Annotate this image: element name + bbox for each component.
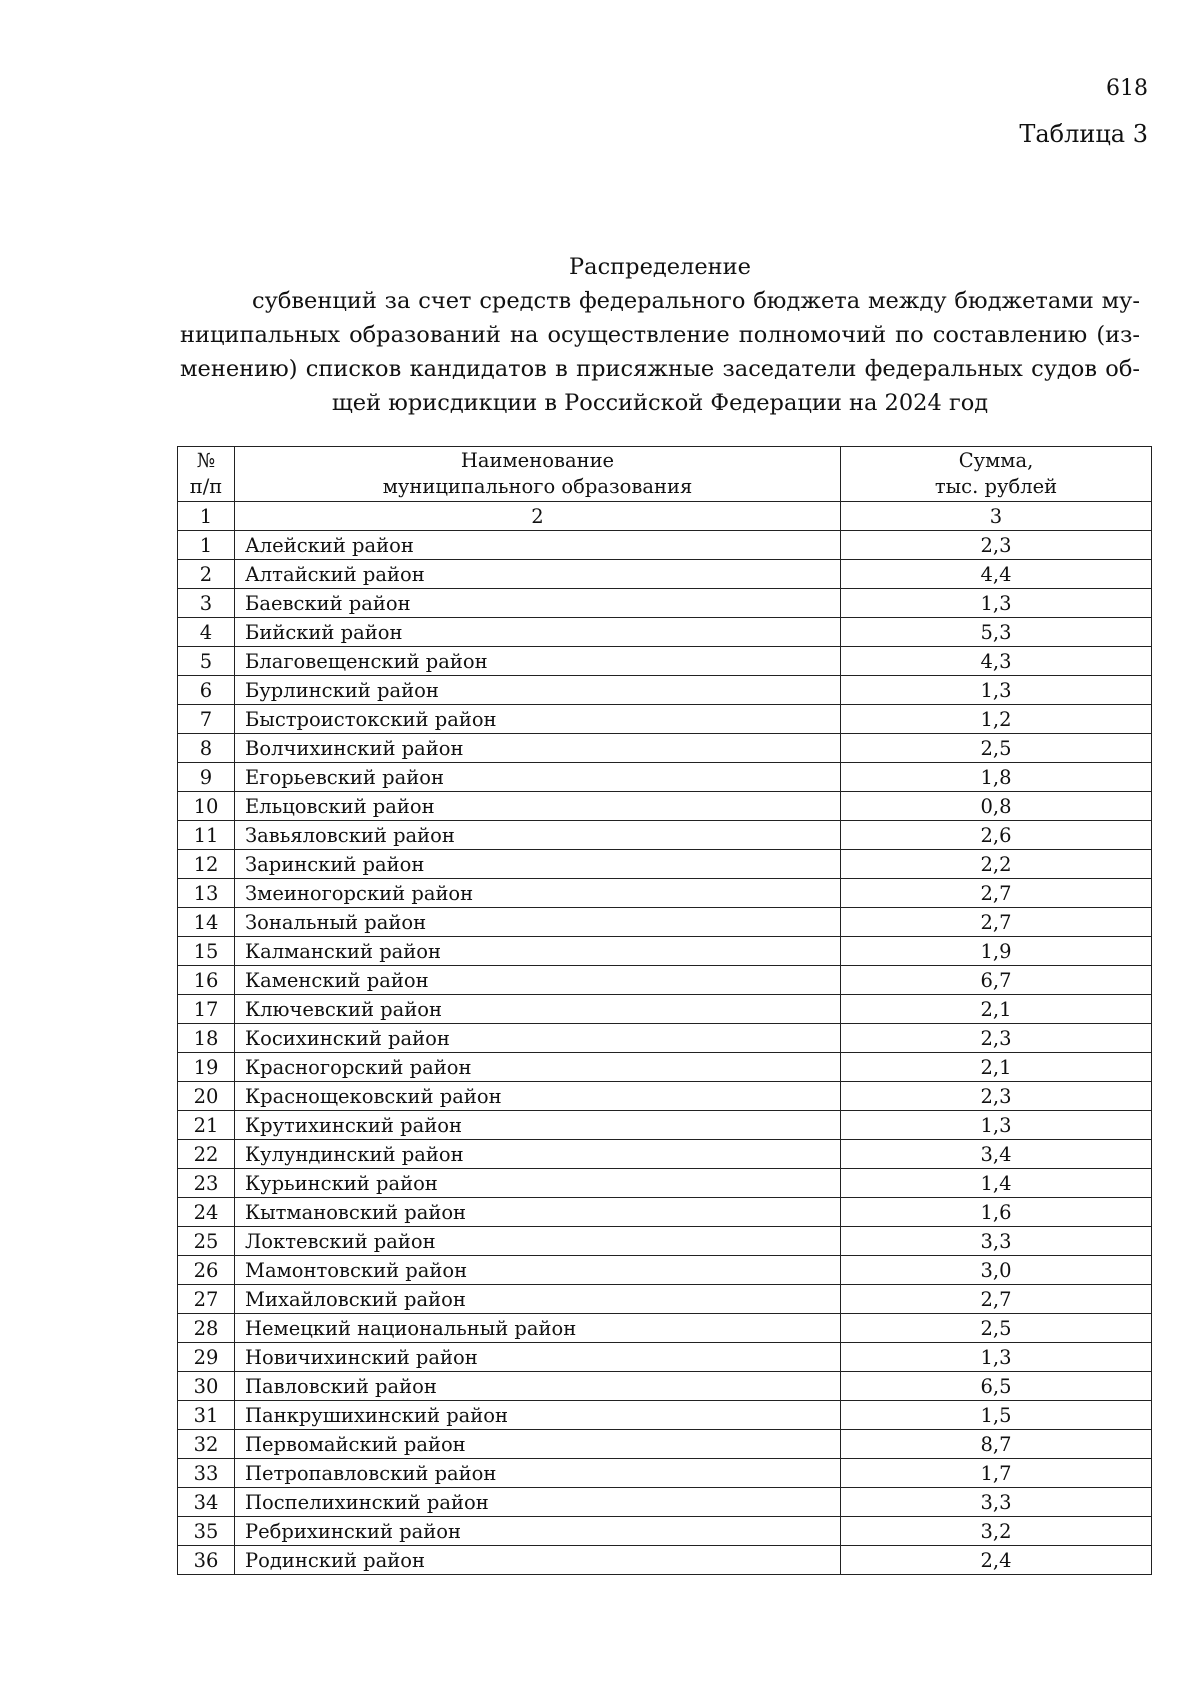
header-name — [235, 447, 841, 502]
row-sum: 5,3 — [841, 618, 1152, 647]
table-row — [178, 1285, 1152, 1314]
table-row — [178, 966, 1152, 995]
row-municipality-name: Алтайский район — [235, 560, 841, 589]
column-number-3: 3 — [841, 502, 1152, 531]
table-row — [178, 1256, 1152, 1285]
row-sum: 2,5 — [841, 734, 1152, 763]
table-row — [178, 1372, 1152, 1401]
row-sum: 4,4 — [841, 560, 1152, 589]
row-sum: 0,8 — [841, 792, 1152, 821]
table-row — [178, 1053, 1152, 1082]
row-number: 16 — [178, 966, 235, 995]
table-label: Таблица 3 — [1019, 120, 1148, 148]
row-municipality-name: Благовещенский район — [235, 647, 841, 676]
row-number: 32 — [178, 1430, 235, 1459]
row-number: 34 — [178, 1488, 235, 1517]
row-municipality-name: Михайловский район — [235, 1285, 841, 1314]
row-municipality-name: Заринский район — [235, 850, 841, 879]
row-sum: 2,3 — [841, 1082, 1152, 1111]
table-row — [178, 1459, 1152, 1488]
row-municipality-name: Быстроистокский район — [235, 705, 841, 734]
table-row — [178, 589, 1152, 618]
row-number: 6 — [178, 676, 235, 705]
row-municipality-name: Каменский район — [235, 966, 841, 995]
row-municipality-name: Панкрушихинский район — [235, 1401, 841, 1430]
table-row — [178, 821, 1152, 850]
heading-line-4: менению) списков кандидатов в присяжные заседатели федеральных судов об- — [180, 356, 1140, 382]
row-sum: 2,3 — [841, 531, 1152, 560]
table-row — [178, 1111, 1152, 1140]
row-sum: 1,6 — [841, 1198, 1152, 1227]
row-number: 14 — [178, 908, 235, 937]
row-municipality-name: Волчихинский район — [235, 734, 841, 763]
row-number: 2 — [178, 560, 235, 589]
row-municipality-name: Немецкий национальный район — [235, 1314, 841, 1343]
row-number: 10 — [178, 792, 235, 821]
row-sum: 3,0 — [841, 1256, 1152, 1285]
row-sum: 1,2 — [841, 705, 1152, 734]
row-municipality-name: Зональный район — [235, 908, 841, 937]
row-sum: 3,3 — [841, 1488, 1152, 1517]
row-number: 3 — [178, 589, 235, 618]
row-number: 12 — [178, 850, 235, 879]
heading-title: Распределение — [569, 254, 751, 280]
row-sum: 6,5 — [841, 1372, 1152, 1401]
row-municipality-name: Баевский район — [235, 589, 841, 618]
column-number-1: 1 — [178, 502, 235, 531]
row-sum: 3,4 — [841, 1140, 1152, 1169]
row-number: 25 — [178, 1227, 235, 1256]
row-municipality-name: Курьинский район — [235, 1169, 841, 1198]
row-number: 29 — [178, 1343, 235, 1372]
row-municipality-name: Алейский район — [235, 531, 841, 560]
row-municipality-name: Змеиногорский район — [235, 879, 841, 908]
row-sum: 2,1 — [841, 995, 1152, 1024]
row-municipality-name: Ельцовский район — [235, 792, 841, 821]
row-number: 18 — [178, 1024, 235, 1053]
row-number: 27 — [178, 1285, 235, 1314]
header-sum — [841, 447, 1152, 502]
table-row — [178, 1082, 1152, 1111]
header-sum-line1: Сумма, — [958, 449, 1034, 472]
column-number-2: 2 — [235, 502, 841, 531]
table-row — [178, 1140, 1152, 1169]
header-sum-line2: тыс. рублей — [934, 475, 1058, 498]
row-municipality-name: Кулундинский район — [235, 1140, 841, 1169]
table-row — [178, 1488, 1152, 1517]
row-sum: 1,5 — [841, 1401, 1152, 1430]
table-body — [178, 531, 1152, 1575]
row-number: 24 — [178, 1198, 235, 1227]
row-number: 33 — [178, 1459, 235, 1488]
row-municipality-name: Кытмановский район — [235, 1198, 841, 1227]
row-number: 13 — [178, 879, 235, 908]
row-municipality-name: Павловский район — [235, 1372, 841, 1401]
table-row — [178, 676, 1152, 705]
row-number: 31 — [178, 1401, 235, 1430]
row-municipality-name: Красногорский район — [235, 1053, 841, 1082]
row-sum: 2,5 — [841, 1314, 1152, 1343]
table-row — [178, 618, 1152, 647]
table-row — [178, 705, 1152, 734]
heading-line-5: щей юрисдикции в Российской Федерации на 2024 год — [331, 390, 989, 416]
document-heading — [180, 250, 1140, 420]
row-municipality-name: Бийский район — [235, 618, 841, 647]
table-row — [178, 792, 1152, 821]
row-sum: 2,7 — [841, 908, 1152, 937]
table-row — [178, 1198, 1152, 1227]
table-row — [178, 908, 1152, 937]
row-municipality-name: Локтевский район — [235, 1227, 841, 1256]
table-row — [178, 1343, 1152, 1372]
table-row — [178, 1227, 1152, 1256]
table-row — [178, 995, 1152, 1024]
row-number: 36 — [178, 1546, 235, 1575]
row-number: 23 — [178, 1169, 235, 1198]
row-municipality-name: Крутихинский район — [235, 1111, 841, 1140]
row-sum: 8,7 — [841, 1430, 1152, 1459]
table-row — [178, 1169, 1152, 1198]
header-name-line1: Наименование — [460, 449, 615, 472]
table-row — [178, 763, 1152, 792]
row-number: 20 — [178, 1082, 235, 1111]
row-sum: 1,4 — [841, 1169, 1152, 1198]
row-sum: 1,3 — [841, 1343, 1152, 1372]
row-municipality-name: Родинский район — [235, 1546, 841, 1575]
row-number: 4 — [178, 618, 235, 647]
row-municipality-name: Ключевский район — [235, 995, 841, 1024]
row-sum: 1,3 — [841, 1111, 1152, 1140]
row-number: 26 — [178, 1256, 235, 1285]
row-sum: 2,1 — [841, 1053, 1152, 1082]
row-number: 5 — [178, 647, 235, 676]
table-row — [178, 937, 1152, 966]
row-sum: 3,3 — [841, 1227, 1152, 1256]
row-number: 9 — [178, 763, 235, 792]
row-number: 11 — [178, 821, 235, 850]
row-number: 19 — [178, 1053, 235, 1082]
header-name-line2: муниципального образования — [382, 475, 693, 498]
subsidy-table — [177, 446, 1152, 1575]
heading-line-3: ниципальных образований на осуществление полномочий по составлению (из- — [180, 322, 1140, 348]
row-sum: 3,2 — [841, 1517, 1152, 1546]
table-row — [178, 560, 1152, 589]
row-number: 8 — [178, 734, 235, 763]
row-municipality-name: Краснощековский район — [235, 1082, 841, 1111]
row-sum: 2,4 — [841, 1546, 1152, 1575]
table-row — [178, 850, 1152, 879]
row-number: 21 — [178, 1111, 235, 1140]
table-row — [178, 1024, 1152, 1053]
column-number-row — [178, 502, 1152, 531]
table-header-row — [178, 447, 1152, 502]
page-number: 618 — [1106, 76, 1148, 101]
row-municipality-name: Егорьевский район — [235, 763, 841, 792]
table-row — [178, 1546, 1152, 1575]
table-row — [178, 1430, 1152, 1459]
table-row — [178, 531, 1152, 560]
row-municipality-name: Бурлинский район — [235, 676, 841, 705]
row-municipality-name: Мамонтовский район — [235, 1256, 841, 1285]
heading-line-2: субвенций за счет средств федерального бюджета между бюджетами му- — [252, 288, 1140, 314]
header-number — [178, 447, 235, 502]
row-sum: 2,6 — [841, 821, 1152, 850]
row-number: 28 — [178, 1314, 235, 1343]
table-row — [178, 734, 1152, 763]
row-sum: 4,3 — [841, 647, 1152, 676]
row-municipality-name: Петропавловский район — [235, 1459, 841, 1488]
table-row — [178, 879, 1152, 908]
row-sum: 6,7 — [841, 966, 1152, 995]
row-municipality-name: Ребрихинский район — [235, 1517, 841, 1546]
row-number: 35 — [178, 1517, 235, 1546]
table-row — [178, 1314, 1152, 1343]
table-row — [178, 647, 1152, 676]
row-number: 1 — [178, 531, 235, 560]
table-row — [178, 1401, 1152, 1430]
row-number: 17 — [178, 995, 235, 1024]
row-sum: 2,3 — [841, 1024, 1152, 1053]
row-municipality-name: Первомайский район — [235, 1430, 841, 1459]
row-municipality-name: Поспелихинский район — [235, 1488, 841, 1517]
row-sum: 1,8 — [841, 763, 1152, 792]
row-sum: 2,2 — [841, 850, 1152, 879]
row-sum: 1,9 — [841, 937, 1152, 966]
row-sum: 2,7 — [841, 1285, 1152, 1314]
row-sum: 2,7 — [841, 879, 1152, 908]
row-number: 7 — [178, 705, 235, 734]
header-number-line1: № — [196, 449, 216, 472]
row-municipality-name: Косихинский район — [235, 1024, 841, 1053]
table-row — [178, 1517, 1152, 1546]
row-municipality-name: Завьяловский район — [235, 821, 841, 850]
row-sum: 1,3 — [841, 589, 1152, 618]
row-number: 22 — [178, 1140, 235, 1169]
row-sum: 1,3 — [841, 676, 1152, 705]
row-number: 15 — [178, 937, 235, 966]
row-sum: 1,7 — [841, 1459, 1152, 1488]
row-municipality-name: Калманский район — [235, 937, 841, 966]
row-number: 30 — [178, 1372, 235, 1401]
row-municipality-name: Новичихинский район — [235, 1343, 841, 1372]
header-number-line2: п/п — [189, 475, 223, 498]
